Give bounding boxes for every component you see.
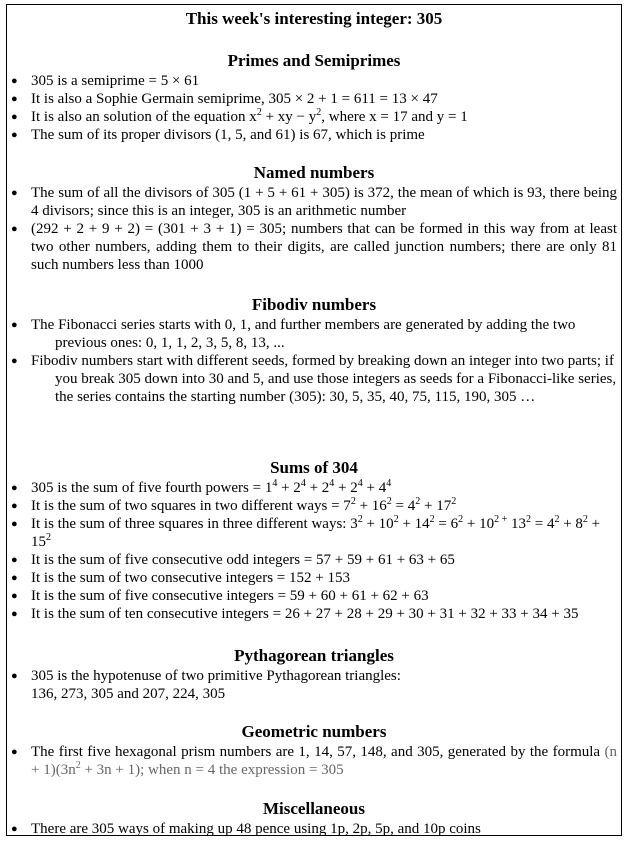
list-item: ● It is the sum of three squares in three different ways: $3^2 + 10^2 + 14^2 = 6^2 + 10^{2 +}$ $13^2 = 4^2 + 8^2 + 15^2$ (7, 515, 621, 551)
list-item: ● 305 is a semiprime = 5 × 61 (7, 72, 621, 90)
section-fibodiv (7, 294, 621, 406)
page-title: This week's interesting integer: 305 (185, 9, 443, 28)
named-list (7, 184, 621, 274)
list-item: ● It is the sum of five consecutive integers = 59 + 60 + 61 + 62 + 63 (7, 587, 621, 605)
list-item: ● The first five hexagonal prism numbers are 1, 14, 57, 148, and 305, generated by the formula $(n + 1)(3n^2 + 3n + 1)$; when n = 4 the expression = 305 (7, 743, 621, 779)
pythagorean-triples: 136, 273, 305 and 207, 224, 305 (31, 686, 226, 702)
list-item (7, 108, 621, 126)
section-heading: Sums of 304 (270, 458, 358, 477)
list-item: ● (292 + 2 + 9 + 2) = (301 + 3 + 1) = 305; numbers that can be formed in this way from at least two other numbers, adding them to their digits, are called junction numbers; there are only 81 such numbers less than 1000 (7, 220, 621, 274)
primes-list (7, 72, 621, 144)
section-heading: Miscellaneous (263, 799, 365, 818)
list-item: ● It is the sum of two consecutive integers = 152 + 153 (7, 569, 621, 587)
section-geometric (7, 721, 621, 779)
geom-list (7, 743, 621, 779)
sums-list (7, 479, 621, 623)
section-heading: Pythagorean triangles (234, 646, 394, 665)
section-heading: Fibodiv numbers (251, 295, 377, 314)
fibodiv-list (7, 316, 621, 406)
list-item: ● It is the sum of ten consecutive integers = 26 + 27 + 28 + 29 + 30 + 31 + 32 + 33 + 34 + 35 (7, 605, 621, 623)
list-item: ● It is the sum of five consecutive odd integers = 57 + 59 + 61 + 63 + 65 (7, 551, 621, 569)
section-primes (7, 50, 621, 144)
list-item: ● 305 is the sum of five fourth powers = $1^4 + 2^4 + 2^4 + 2^4 + 4^4$ (7, 479, 621, 497)
section-named (7, 162, 621, 274)
section-misc (7, 798, 621, 838)
section-sums (7, 457, 621, 623)
list-item: ● 305 is the hypotenuse of two primitive Pythagorean triangles: (7, 667, 621, 685)
list-item: ● It is the sum of two squares in two different ways = $7^2 + 16^2 = 4^2 + 17^2$ (7, 497, 621, 515)
list-item: ● There are 305 ways of making up 48 pence using 1p, 2p, 5p, and 10p coins (7, 820, 621, 838)
list-item: ● The sum of all the divisors of 305 (1 + 5 + 61 + 305) is 372, the mean of which is 93, there being 4 divisors; since this is an integer, 305 is an arithmetic number (7, 184, 621, 220)
section-heading: Primes and Semiprimes (227, 51, 401, 70)
list-item: ● The sum of its proper divisors (1, 5, and 61) is 67, which is prime (7, 126, 621, 144)
list-item: ● The Fibonacci series starts with 0, 1, and further members are generated by adding the two previous ones: 0, 1, 1, 2, 3, 5, 8, 13, ... (7, 316, 621, 352)
misc-list (7, 820, 621, 838)
equation-text: It is also an solution of the equation $x^2$ + xy − $y^2$, where x = 17 and y = 1 (31, 107, 468, 125)
pyth-list (7, 667, 621, 685)
formula-text: $(n + 1)(3n^2 + 3n + 1)$ (31, 744, 617, 778)
section-pythagorean (7, 645, 621, 703)
section-heading: Geometric numbers (241, 722, 387, 741)
list-item: ● Fibodiv numbers start with different seeds, formed by breaking down an integer into two parts; if you break 305 down into 30 and 5, and use those integers as seeds for a Fibonacci-like series, the series contains the starting number (305): 30, 5, 35, 40, 75, 115, 190, 305 … (7, 352, 621, 406)
list-item: ● It is also a Sophie Germain semiprime, 305 × 2 + 1 = 611 = 13 × 47 (7, 90, 621, 108)
section-heading: Named numbers (253, 163, 375, 182)
document-page (6, 4, 622, 836)
